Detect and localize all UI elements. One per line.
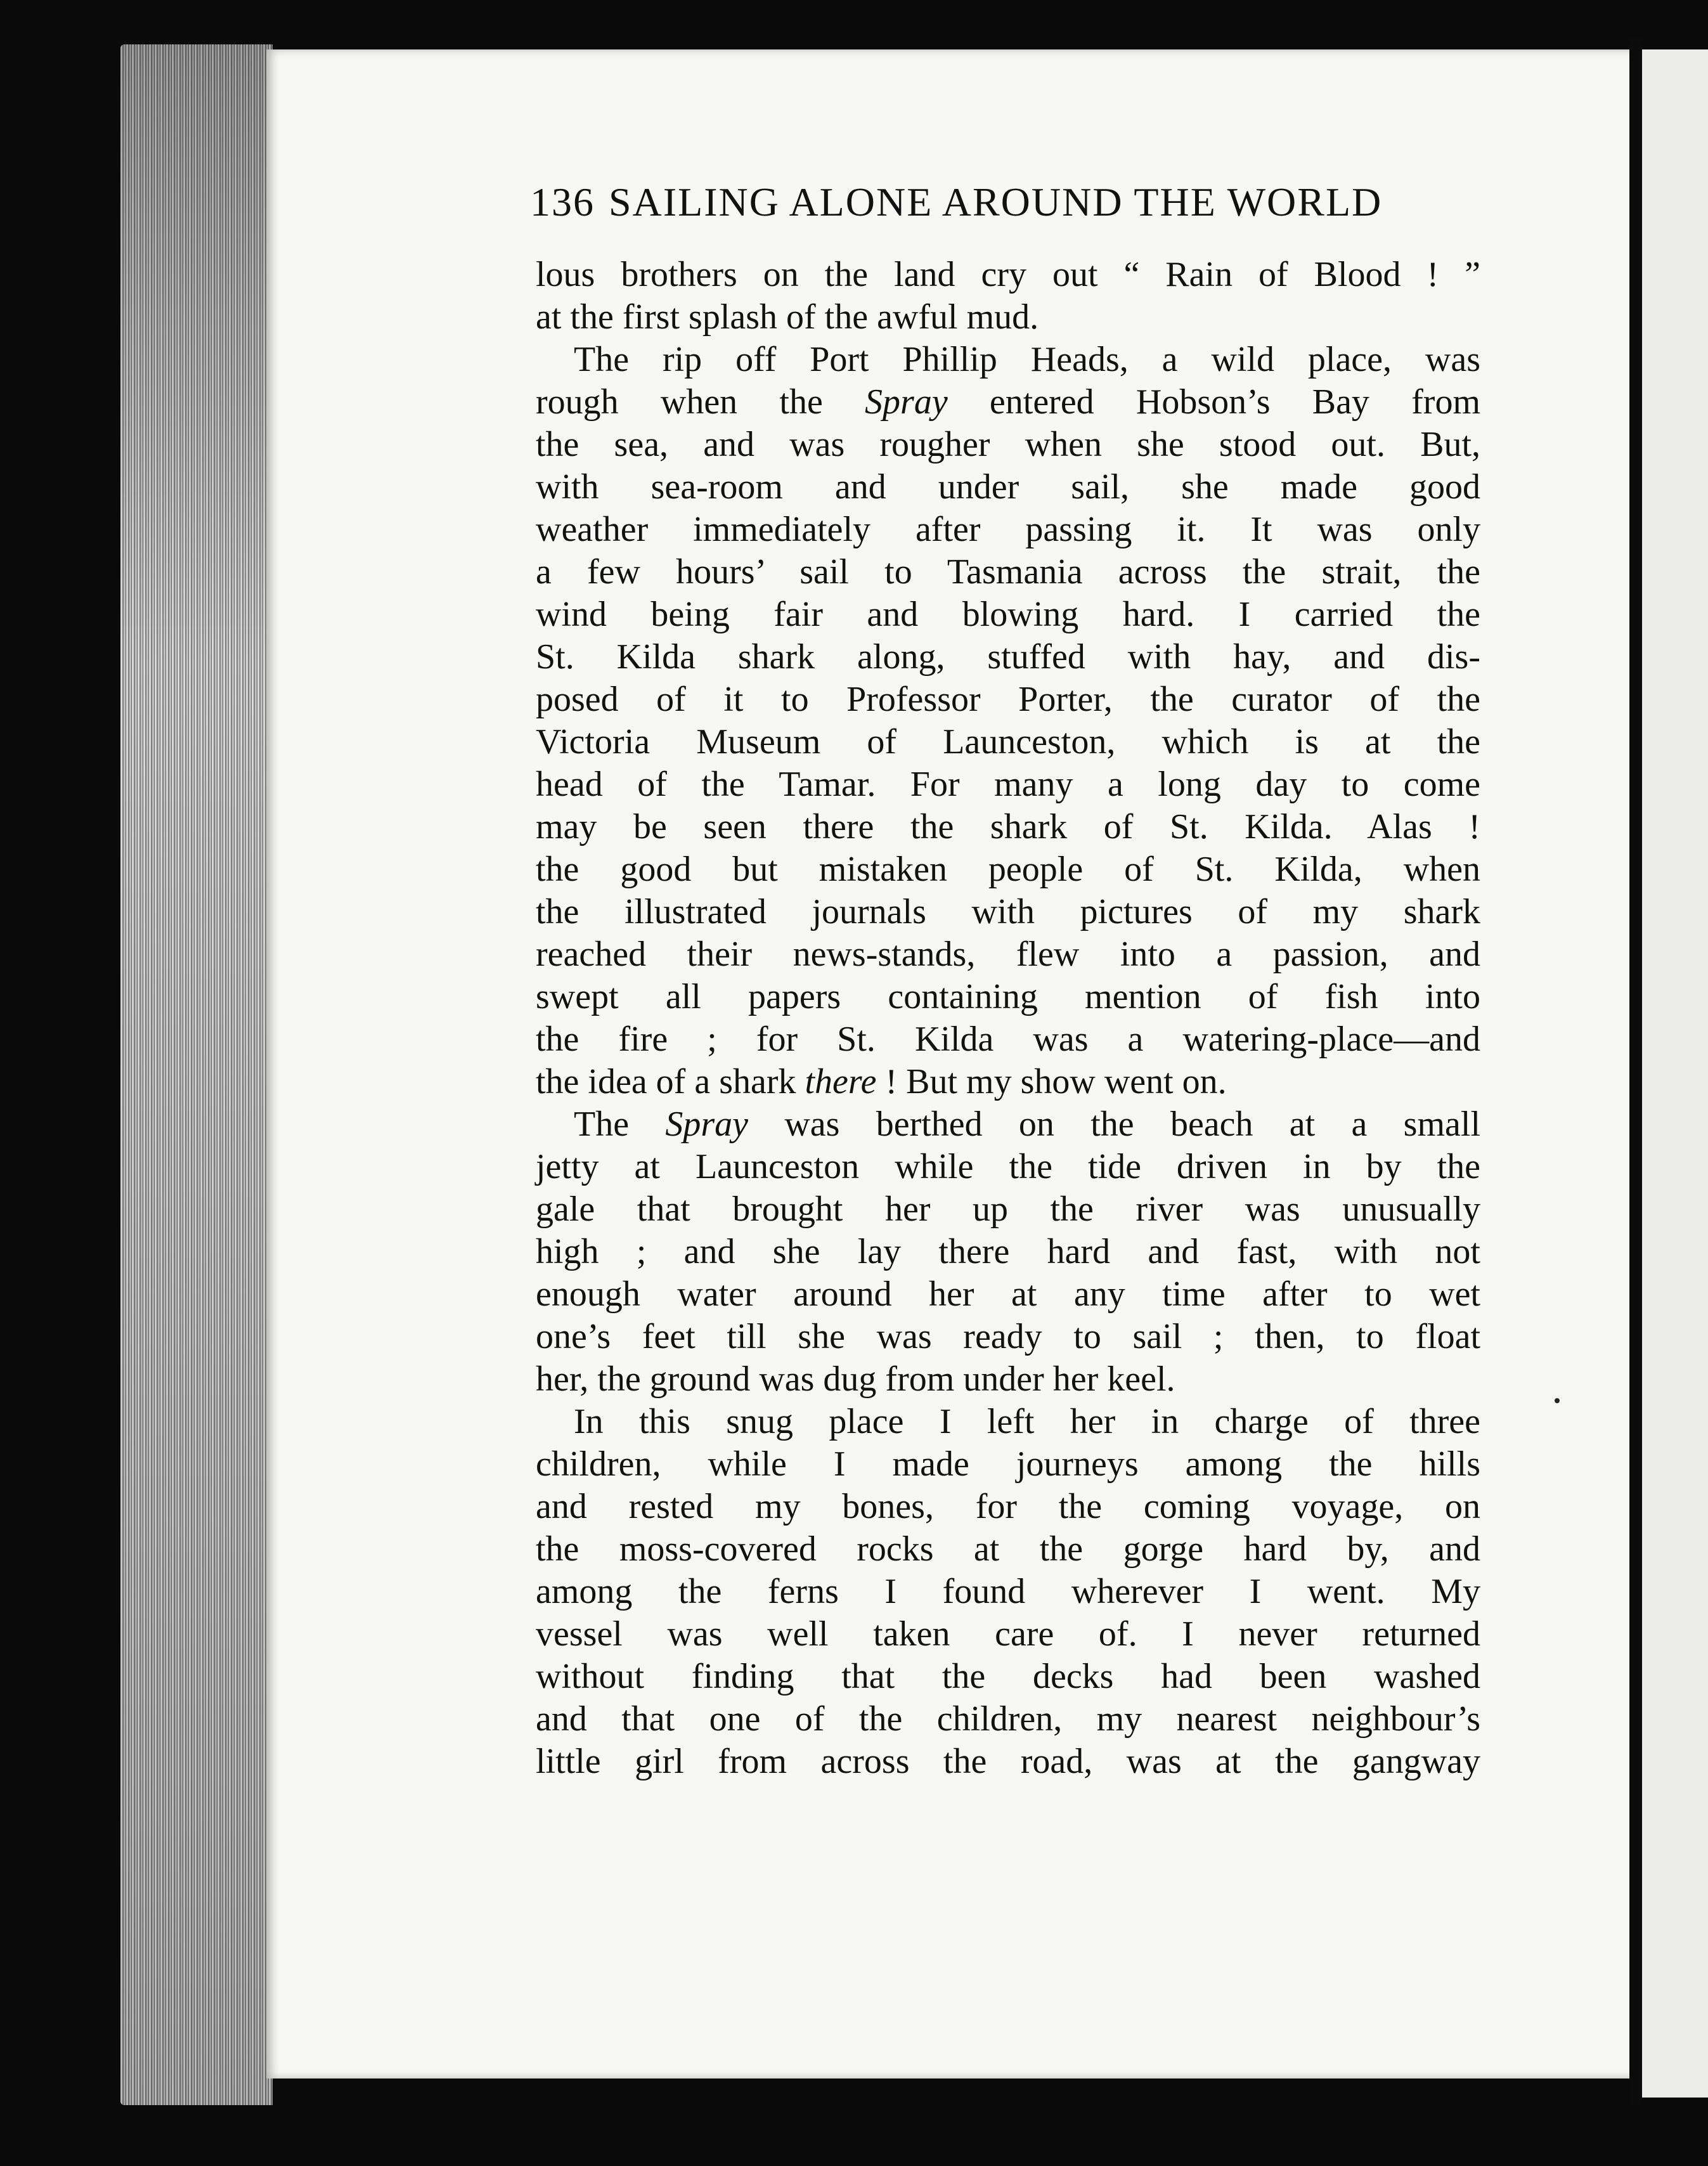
running-head	[530, 179, 1481, 226]
text-line: at the first splash of the awful mud.	[536, 297, 1039, 337]
text-line: her, the ground was dug from under her keel.	[536, 1359, 1175, 1399]
text-line: swept all papers containing mention of fish into	[536, 977, 1480, 1016]
text-line: the moss-covered rocks at the gorge hard by, and	[536, 1529, 1480, 1569]
text-line: and rested my bones, for the coming voyage, on	[536, 1487, 1480, 1526]
text-line: vessel was well taken care of. I never returned	[536, 1614, 1480, 1654]
text-line: one’s feet till she was ready to sail ; then, to float	[536, 1317, 1480, 1356]
text-line: the idea of a shark there ! But my show went on.	[536, 1062, 1227, 1101]
text-line: without finding that the decks had been washed	[536, 1657, 1480, 1696]
text-line: children, while I made journeys among the hills	[536, 1444, 1480, 1484]
text-line: The Spray was berthed on the beach at a small	[574, 1105, 1481, 1144]
text-line: a few hours’ sail to Tasmania across the strait, the	[536, 552, 1480, 592]
text-line: high ; and she lay there hard and fast, with not	[536, 1232, 1480, 1271]
text-line: the sea, and was rougher when she stood out. But,	[536, 425, 1480, 464]
text-line: wind being fair and blowing hard. I carried the	[536, 595, 1480, 634]
text-line: and that one of the children, my nearest neighbour’s	[536, 1699, 1480, 1739]
body-text	[536, 254, 1480, 1783]
page-gutter	[1629, 38, 1642, 2105]
text-line: lous brothers on the land cry out “ Rain of Blood ! ”	[536, 255, 1480, 294]
text-line: the fire ; for St. Kilda was a watering-place—and	[536, 1020, 1480, 1059]
text-line: rough when the Spray entered Hobson’s Bay from	[536, 382, 1481, 422]
scan-speck	[1555, 1398, 1560, 1403]
text-line: In this snug place I left her in charge of three	[574, 1402, 1480, 1441]
text-line: Victoria Museum of Launceston, which is at the	[536, 722, 1480, 762]
text-line: head of the Tamar. For many a long day to come	[536, 765, 1480, 804]
text-line: may be seen there the shark of St. Kilda. Alas !	[536, 807, 1480, 846]
text-line: with sea-room and under sail, she made good	[536, 467, 1480, 507]
text-line: among the ferns I found wherever I went. My	[536, 1572, 1480, 1611]
running-title: SAILING ALONE AROUND THE WORLD	[609, 179, 1383, 224]
text-line: reached their news-stands, flew into a passion, and	[536, 935, 1480, 974]
text-line: gale that brought her up the river was unusually	[536, 1190, 1480, 1229]
page-number: 136	[530, 179, 595, 224]
text-line: jetty at Launceston while the tide driven in by the	[536, 1147, 1480, 1186]
text-line: the good but mistaken people of St. Kilda, when	[536, 850, 1480, 889]
next-page-edge	[1642, 49, 1708, 2098]
text-line: The rip off Port Phillip Heads, a wild place, was	[574, 340, 1480, 379]
book-page-edges	[120, 44, 273, 2105]
text-line: enough water around her at any time after to wet	[536, 1274, 1480, 1314]
text-line: posed of it to Professor Porter, the curator of the	[536, 680, 1480, 719]
text-line: weather immediately after passing it. It was only	[536, 510, 1480, 549]
text-line: St. Kilda shark along, stuffed with hay, and dis-	[536, 637, 1480, 677]
text-line: little girl from across the road, was at the gangway	[536, 1742, 1480, 1781]
text-line: the illustrated journals with pictures of my shark	[536, 892, 1480, 931]
